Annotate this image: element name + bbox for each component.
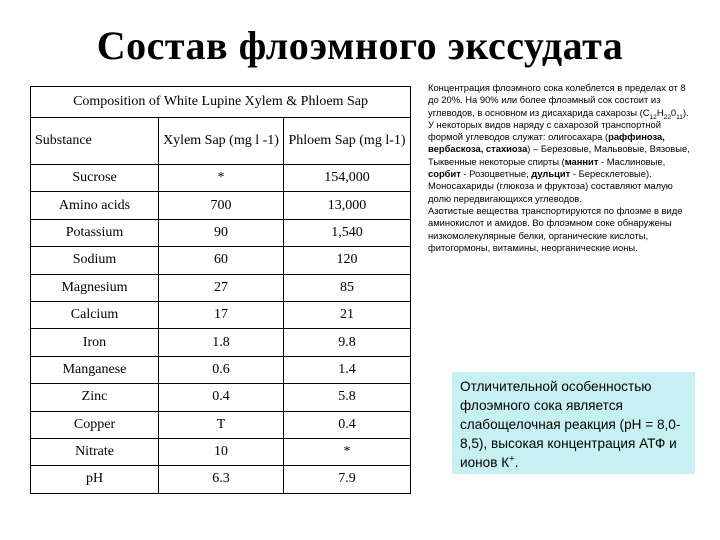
- table-row: [31, 247, 411, 274]
- cell-xylem: *: [159, 165, 284, 192]
- text-run: .: [514, 455, 519, 470]
- table-caption: Composition of White Lupine Xylem & Phloem Sap: [31, 87, 411, 118]
- cell-substance: Potassium: [31, 219, 159, 246]
- sap-composition-table: [30, 86, 411, 494]
- cell-phloem: 1.4: [284, 356, 411, 383]
- cell-substance: Calcium: [31, 301, 159, 328]
- cell-xylem: 27: [159, 274, 284, 301]
- cell-substance: pH: [31, 466, 159, 493]
- cell-xylem: 17: [159, 301, 284, 328]
- text-run: - Бересклетовые). Моносахариды (глюкоза и фруктоза) составляют малую долю передвигающихся углеводов.: [428, 168, 673, 204]
- cell-xylem: 0.6: [159, 356, 284, 383]
- cell-phloem: 7.9: [284, 466, 411, 493]
- header-substance: Substance: [31, 118, 159, 165]
- cell-phloem: 85: [284, 274, 411, 301]
- table-row: [31, 411, 411, 438]
- bold-term: раффиноза, вербаскоза, стахиоза: [428, 131, 665, 155]
- cell-phloem: 13,000: [284, 192, 411, 219]
- cell-substance: Zinc: [31, 384, 159, 411]
- cell-xylem: 6.3: [159, 466, 284, 493]
- text-run: У некоторых видов наряду с сахарозой транспортной формой углеводов служат: олигосахара (: [428, 118, 662, 143]
- highlight-box: [452, 372, 695, 474]
- slide-title: Состав флоэмного экссудата: [96, 23, 624, 68]
- text-run: 0: [670, 106, 677, 118]
- cell-xylem: 90: [159, 219, 284, 246]
- cell-xylem: 60: [159, 247, 284, 274]
- cell-xylem: 10: [159, 438, 284, 465]
- paragraph-carbohydrates: [428, 119, 698, 205]
- table-row: [31, 301, 411, 328]
- text-run: Н: [656, 106, 664, 118]
- subscript: 22: [663, 113, 671, 121]
- paragraph-nitrogen: Азотистые вещества транспортируются по флоэме в виде аминокислот и амидов. Во флоэмном соке обнаружены низкомолекулярные белки, органические кислоты, фитогормоны, витамины, неорганические ионы.: [428, 204, 683, 253]
- cell-substance: Amino acids: [31, 192, 159, 219]
- table-row: [31, 466, 411, 493]
- paragraph-concentration: [428, 82, 698, 119]
- table-row: [31, 356, 411, 383]
- cell-substance: Iron: [31, 329, 159, 356]
- phloem-description: [428, 82, 698, 254]
- header-phloem: Phloem Sap (mg l-1): [284, 118, 411, 165]
- cell-phloem: 9.8: [284, 329, 411, 356]
- cell-phloem: 154,000: [284, 165, 411, 192]
- cell-substance: Nitrate: [31, 438, 159, 465]
- cell-phloem: 0.4: [284, 411, 411, 438]
- text-run: - Розоцветные,: [460, 168, 532, 180]
- bold-term: маннит: [564, 155, 599, 167]
- subscript: 11: [676, 113, 683, 121]
- text-run: ) – Березовые, Мальвовые, Вязовые, Тыквенные некоторые спирты (: [428, 143, 690, 167]
- bold-term: дульцит: [531, 168, 571, 180]
- cell-substance: Copper: [31, 411, 159, 438]
- table-row: [31, 438, 411, 465]
- cell-xylem: T: [159, 411, 284, 438]
- table-row: [31, 274, 411, 301]
- table-row: [31, 329, 411, 356]
- table-row: [31, 219, 411, 246]
- cell-phloem: 1,540: [284, 219, 411, 246]
- header-xylem: Xylem Sap (mg l -1): [159, 118, 284, 165]
- highlight-text: Отличительной особенностью флоэмного сока является слабощелочная реакция (рН = 8,0-8,5), высокая концентрация АТФ и ионов К: [460, 379, 681, 470]
- cell-xylem: 1.8: [159, 329, 284, 356]
- text-run: - Маслиновые,: [598, 155, 666, 167]
- table-row: [31, 192, 411, 219]
- sap-composition-table-wrap: [30, 86, 410, 494]
- cell-substance: Magnesium: [31, 274, 159, 301]
- text-run: Концентрация флоэмного сока колеблется в пределах от 8 до 20%. На 90% или более флоэмный сок состоит из углеводов, в основном из дисахарида сахарозы (С: [428, 82, 686, 118]
- subscript: 12: [649, 113, 657, 121]
- cell-substance: Manganese: [31, 356, 159, 383]
- bold-term: сорбит: [428, 168, 461, 180]
- superscript: +: [509, 453, 515, 465]
- table-row: [31, 165, 411, 192]
- cell-phloem: 21: [284, 301, 411, 328]
- cell-phloem: 5.8: [284, 384, 411, 411]
- cell-phloem: 120: [284, 247, 411, 274]
- cell-substance: Sodium: [31, 247, 159, 274]
- cell-substance: Sucrose: [31, 165, 159, 192]
- cell-xylem: 700: [159, 192, 284, 219]
- cell-xylem: 0.4: [159, 384, 284, 411]
- table-body: [31, 165, 411, 494]
- cell-phloem: *: [284, 438, 411, 465]
- text-run: ).: [682, 106, 689, 118]
- table-row: [31, 384, 411, 411]
